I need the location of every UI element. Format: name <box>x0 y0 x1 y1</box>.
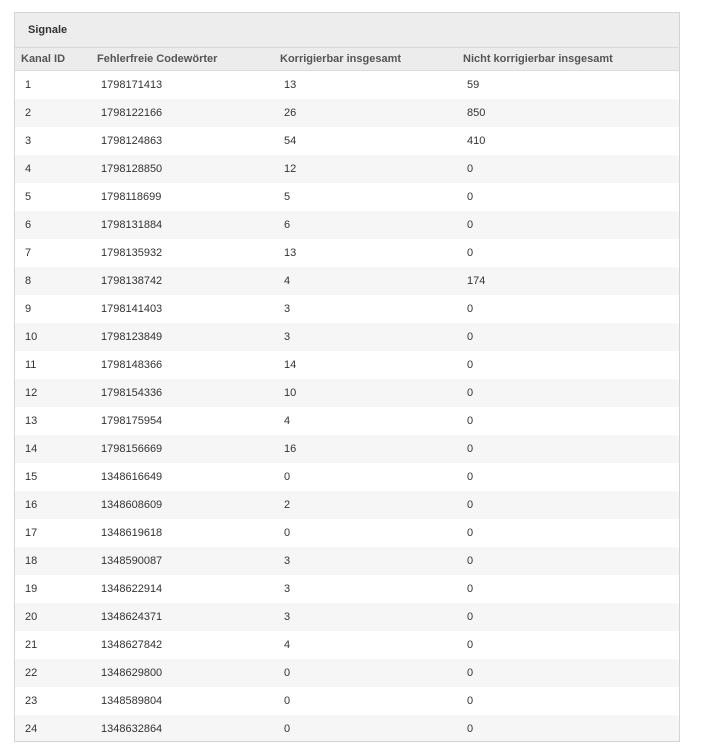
channel-id-cell: 7 <box>25 247 32 259</box>
uncorrectable-cell: 174 <box>467 275 486 287</box>
channel-id-cell: 22 <box>25 667 38 679</box>
correctable-cell: 0 <box>284 471 291 483</box>
table-row <box>15 631 679 659</box>
table-row <box>15 127 679 155</box>
table-row <box>15 659 679 687</box>
channel-id-cell: 14 <box>25 443 38 455</box>
column-header-channel-id: Kanal ID <box>15 48 91 71</box>
channel-id-cell: 20 <box>25 611 38 623</box>
error-free-codewords-cell: 1348622914 <box>101 583 163 595</box>
error-free-codewords-cell: 1348616649 <box>101 471 163 483</box>
uncorrectable-cell: 0 <box>467 387 474 399</box>
table-row <box>15 295 679 323</box>
correctable-cell: 13 <box>284 79 297 91</box>
error-free-codewords-cell: 1798118699 <box>101 191 162 203</box>
table-row <box>15 351 679 379</box>
uncorrectable-cell: 0 <box>467 555 474 567</box>
channel-id-cell: 17 <box>25 527 38 539</box>
correctable-cell: 10 <box>284 387 297 399</box>
channel-id-cell: 4 <box>25 163 32 175</box>
table-row <box>15 379 679 407</box>
uncorrectable-cell: 0 <box>467 247 474 259</box>
signals-table <box>15 48 679 742</box>
channel-id-cell: 18 <box>25 555 38 567</box>
table-row <box>15 463 679 491</box>
signals-panel <box>14 12 680 742</box>
error-free-codewords-cell: 1798175954 <box>101 415 163 427</box>
uncorrectable-cell: 0 <box>467 527 474 539</box>
correctable-cell: 3 <box>284 611 291 623</box>
correctable-cell: 3 <box>284 303 291 315</box>
error-free-codewords-cell: 1348608609 <box>101 499 163 511</box>
correctable-cell: 2 <box>284 499 291 511</box>
uncorrectable-cell: 0 <box>467 331 474 343</box>
error-free-codewords-cell: 1798123849 <box>101 331 163 343</box>
correctable-cell: 16 <box>284 443 297 455</box>
uncorrectable-cell: 0 <box>467 723 474 735</box>
correctable-cell: 14 <box>284 359 297 371</box>
table-row <box>15 239 679 267</box>
table-row <box>15 155 679 183</box>
table-row <box>15 715 679 742</box>
channel-id-cell: 10 <box>25 331 38 343</box>
table-row <box>15 323 679 351</box>
correctable-cell: 0 <box>284 527 291 539</box>
channel-id-cell: 16 <box>25 499 38 511</box>
channel-id-cell: 12 <box>25 387 38 399</box>
channel-id-cell: 23 <box>25 695 38 707</box>
error-free-codewords-cell: 1348632864 <box>101 723 163 735</box>
channel-id-cell: 2 <box>25 107 32 119</box>
uncorrectable-cell: 0 <box>467 443 474 455</box>
error-free-codewords-cell: 1348590087 <box>101 555 163 567</box>
uncorrectable-cell: 0 <box>467 695 474 707</box>
channel-id-cell: 6 <box>25 219 32 231</box>
error-free-codewords-cell: 1798135932 <box>101 247 163 259</box>
table-row <box>15 99 679 127</box>
uncorrectable-cell: 0 <box>467 639 474 651</box>
uncorrectable-cell: 0 <box>467 611 474 623</box>
uncorrectable-cell: 0 <box>467 303 474 315</box>
table-row <box>15 603 679 631</box>
correctable-cell: 3 <box>284 583 291 595</box>
channel-id-cell: 8 <box>25 275 32 287</box>
error-free-codewords-cell: 1348589804 <box>101 695 163 707</box>
error-free-codewords-cell: 1348627842 <box>101 639 163 651</box>
correctable-cell: 0 <box>284 723 291 735</box>
error-free-codewords-cell: 1798138742 <box>101 275 163 287</box>
table-row <box>15 267 679 295</box>
table-row <box>15 687 679 715</box>
table-row <box>15 211 679 239</box>
uncorrectable-cell: 0 <box>467 499 474 511</box>
error-free-codewords-cell: 1798171413 <box>101 79 163 91</box>
error-free-codewords-cell: 1348619618 <box>101 527 163 539</box>
channel-id-cell: 24 <box>25 723 38 735</box>
uncorrectable-cell: 850 <box>467 107 486 119</box>
table-row <box>15 407 679 435</box>
channel-id-cell: 9 <box>25 303 32 315</box>
panel-title: Signale <box>15 13 679 48</box>
correctable-cell: 12 <box>284 163 297 175</box>
error-free-codewords-cell: 1798141403 <box>101 303 163 315</box>
column-header-error-free-codewords: Fehlerfreie Codewörter <box>91 48 274 71</box>
channel-id-cell: 15 <box>25 471 38 483</box>
error-free-codewords-cell: 1798124863 <box>101 135 163 147</box>
table-row <box>15 491 679 519</box>
uncorrectable-cell: 0 <box>467 667 474 679</box>
table-row <box>15 435 679 463</box>
correctable-cell: 6 <box>284 219 291 231</box>
uncorrectable-cell: 0 <box>467 163 474 175</box>
table-row <box>15 71 679 100</box>
correctable-cell: 4 <box>284 639 291 651</box>
uncorrectable-cell: 0 <box>467 415 474 427</box>
column-header-correctable-total: Korrigierbar insgesamt <box>274 48 457 71</box>
error-free-codewords-cell: 1798156669 <box>101 443 163 455</box>
error-free-codewords-cell: 1798131884 <box>101 219 163 231</box>
table-row <box>15 575 679 603</box>
uncorrectable-cell: 0 <box>467 583 474 595</box>
uncorrectable-cell: 410 <box>467 135 486 147</box>
uncorrectable-cell: 0 <box>467 191 474 203</box>
uncorrectable-cell: 0 <box>467 471 474 483</box>
error-free-codewords-cell: 1348629800 <box>101 667 163 679</box>
channel-id-cell: 13 <box>25 415 38 427</box>
table-row <box>15 183 679 211</box>
correctable-cell: 4 <box>284 275 291 287</box>
channel-id-cell: 1 <box>25 79 32 91</box>
error-free-codewords-cell: 1798148366 <box>101 359 163 371</box>
error-free-codewords-cell: 1798122166 <box>101 107 163 119</box>
correctable-cell: 0 <box>284 695 291 707</box>
channel-id-cell: 21 <box>25 639 38 651</box>
correctable-cell: 3 <box>284 555 291 567</box>
correctable-cell: 13 <box>284 247 297 259</box>
channel-id-cell: 19 <box>25 583 38 595</box>
error-free-codewords-cell: 1798154336 <box>101 387 163 399</box>
uncorrectable-cell: 0 <box>467 219 474 231</box>
column-header-uncorrectable-total: Nicht korrigierbar insgesamt <box>457 48 679 71</box>
correctable-cell: 4 <box>284 415 291 427</box>
channel-id-cell: 11 <box>25 359 37 371</box>
table-row <box>15 519 679 547</box>
table-body <box>15 71 679 743</box>
channel-id-cell: 5 <box>25 191 32 203</box>
table-row <box>15 547 679 575</box>
correctable-cell: 3 <box>284 331 291 343</box>
error-free-codewords-cell: 1348624371 <box>101 611 163 623</box>
uncorrectable-cell: 0 <box>467 359 474 371</box>
correctable-cell: 54 <box>284 135 297 147</box>
correctable-cell: 5 <box>284 191 291 203</box>
correctable-cell: 26 <box>284 107 297 119</box>
table-header-row <box>15 48 679 71</box>
channel-id-cell: 3 <box>25 135 32 147</box>
uncorrectable-cell: 59 <box>467 79 480 91</box>
correctable-cell: 0 <box>284 667 291 679</box>
error-free-codewords-cell: 1798128850 <box>101 163 163 175</box>
